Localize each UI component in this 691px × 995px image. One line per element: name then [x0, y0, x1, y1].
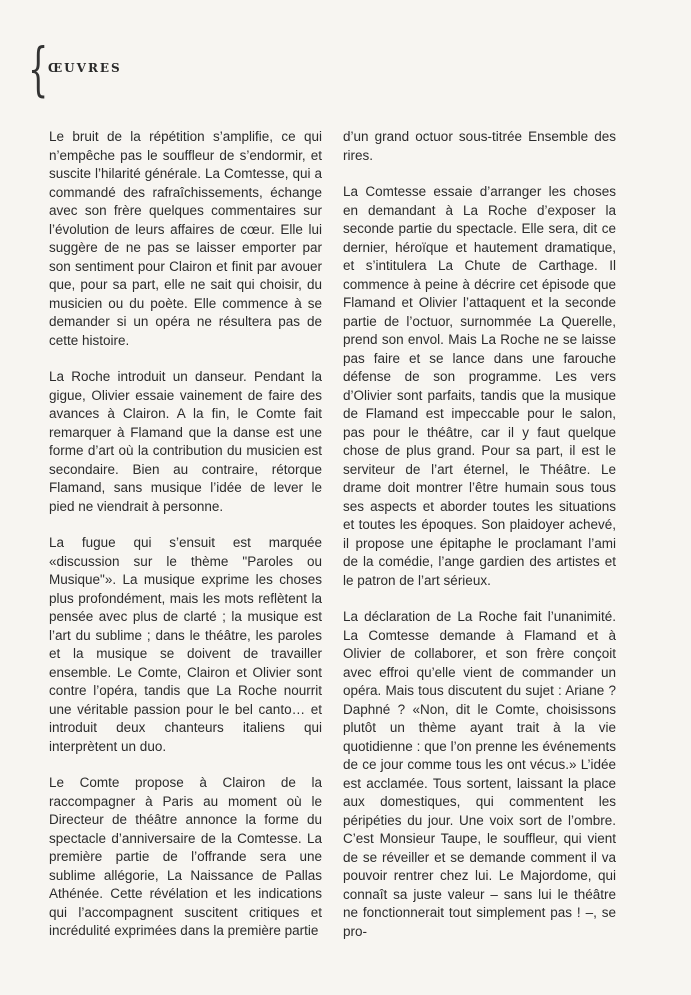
paragraph: La fugue qui s’ensuit est marquée «discussion sur le thème "Paroles ou Musique"». La musique exprime les choses plus profondément, mais les mots reflètent la pensée avec plus de clarté ; la musique est l’art du sublime ; dans le théâtre, les paroles et la musique se doivent de travailler ensemble. Le Comte, Clairon et Olivier sont contre l’opéra, tandis que La Roche nourrit une véritable passion pour le bel canto… et introduit deux chanteurs italiens qui interprètent un duo. [49, 535, 322, 754]
paragraph: Le bruit de la répétition s’amplifie, ce qui n’empêche pas le souffleur de s’endormir, et suscite l’hilarité générale. La Comtesse, qui a commandé des rafraîchissements, échange avec son frère quelques commentaires sur l’évolution de leurs affaires de cœur. Elle lui suggère de ne pas se laisser emporter par son sentiment pour Clairon et finit par avouer que, pour sa part, elle ne sait qui choisir, du musicien ou du poète. Elle commence à se demander si un opéra ne résultera pas de cette histoire. [49, 129, 322, 348]
paragraph: Le Comte propose à Clairon de la raccompagner à Paris au moment où le Directeur de théâtre annonce la forme du spectacle d’anniversaire de la Comtesse. La première partie de l’offrande sera une sublime allégorie, La Naissance de Pallas Athénée. Cette révélation et les indications qui l’accompagnent suscitent critiques et incrédulité exprimées dans la première partie [49, 775, 322, 938]
left-column [49, 128, 322, 959]
section-brace: { [28, 35, 49, 103]
right-column [343, 128, 616, 959]
paragraph: La déclaration de La Roche fait l’unanimité. La Comtesse demande à Flamand et à Olivier de collaborer, et son frère conçoit avec effroi qu’elle vient de commander un opéra. Mais tous discutent du sujet : Ariane ? Daphné ? «Non, dit le Comte, choisissons plutôt un thème ayant trait à la vie quotidienne : que l’on prenne les événements de ce jour comme tous les ont vécus.» L’idée est acclamée. Tous sortent, laissant la place aux domestiques, qui commentent les péripéties du jour. Une voix sort de l’ombre. C’est Monsieur Taupe, le souffleur, qui vient de se réveiller et se demande comment il va pouvoir rentrer chez lui. Le Majordome, qui connaît sa juste valeur – sans lui le théâtre ne fonctionnerait tout simplement pas ! –, se pro- [343, 609, 616, 939]
paragraph: La Comtesse essaie d’arranger les choses en demandant à La Roche d’exposer la seconde partie du spectacle. Elle sera, dit ce dernier, héroïque et hautement dramatique, et s’intitulera La Chute de Carthage. Il commence à peine à décrire cet épisode que Flamand et Olivier l’attaquent et la seconde partie de l’octuor, surnommée La Querelle, prend son envol. Mais La Roche ne se laisse pas faire et se lance dans une farouche défense de son programme. Les vers d’Olivier sont parfaits, tandis que la musique de Flamand est impeccable pour le salon, pas pour le théâtre, car il y faut quelque chose de plus grand. Pour sa part, il est le serviteur de l’art éternel, le Théâtre. Le drame doit montrer l’être humain sous tous ses aspects et aborder toutes les situations et toutes les époques. Son plaidoyer achevé, il propose une épitaphe le proclamant l’ami de la comédie, l’ange gardien des artistes et le patron de l’art sérieux. [343, 184, 616, 588]
paragraph: La Roche introduit un danseur. Pendant la gigue, Olivier essaie vainement de faire des avances à Clairon. A la fin, le Comte fait remarquer à Flamand que la danse est une forme d’art où la contribution du musicien est secondaire. Bien au contraire, rétorque Flamand, sans musique l’idée de lever le pied ne viendrait à personne. [49, 369, 322, 514]
paragraph: d’un grand octuor sous-titrée Ensemble des rires. [343, 129, 616, 163]
section-title: ŒUVRES [48, 61, 122, 75]
